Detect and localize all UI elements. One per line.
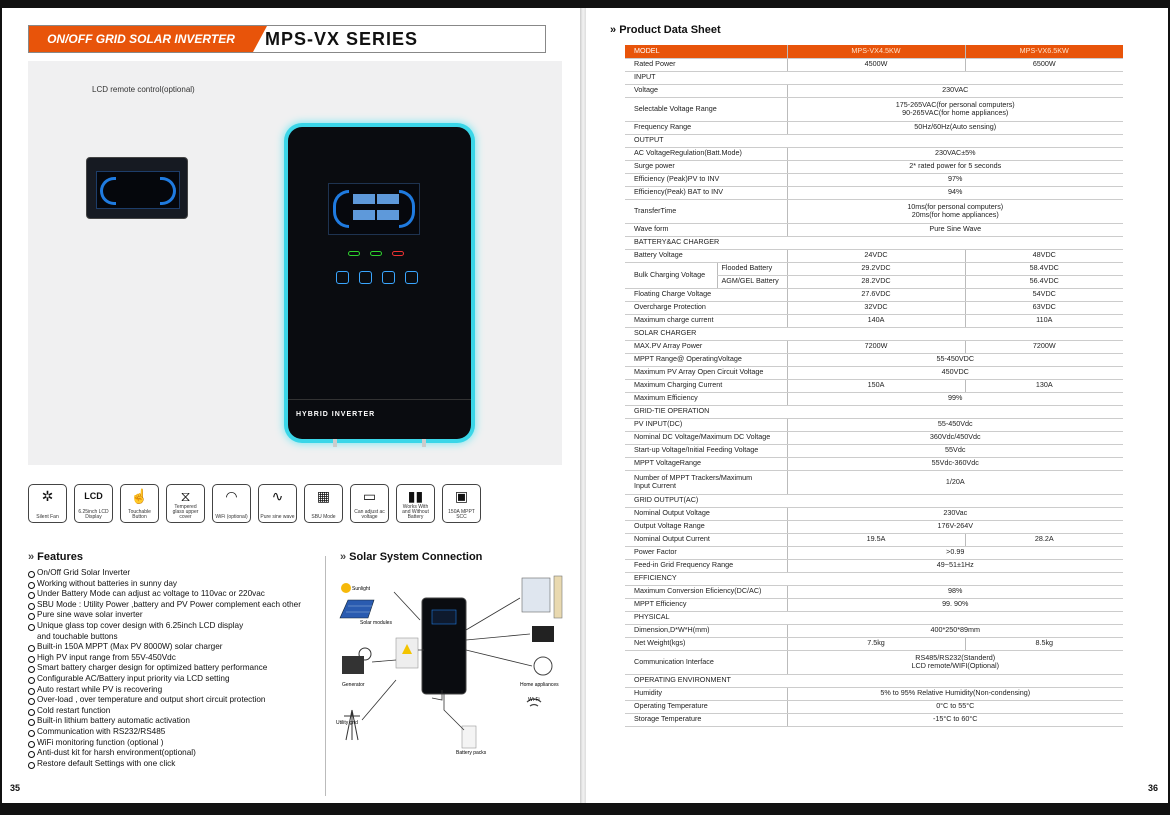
feature-item: Over-load , over temperature and output short circuit protection [28,695,328,706]
spec-value-line: 20ms(for home appliances) [911,210,999,219]
spec-value: 55Vdc-360Vdc [787,457,1123,470]
spec-value-line: LCD remote/WIFI(Optional) [911,661,999,670]
mppt-icon: ▣ [454,488,469,504]
spec-label: Storage Temperature [625,713,787,726]
spec-label: Dimension,D*W*H(mm) [625,624,787,637]
battery-icon: ▮▮ [407,488,424,504]
feature-icon-caption: Touchable Button [128,509,151,520]
feature-icon-caption: Pure sine wave [260,514,295,520]
feature-item: Under Battery Mode can adjust ac voltage to 110vac or 220vac [28,589,328,600]
spec-label: MPPT Range@ OperatingVoltage [625,353,787,366]
feature-icon-caption: Can adjust ac voltage [354,509,385,520]
spec-row [625,687,1123,700]
feature-item: Configurable AC/Battery input priority via LCD setting [28,674,328,685]
spec-row [625,674,1123,687]
feature-icon-caption: Silent Fan [36,514,59,520]
spec-label: Bulk Charging Voltage [625,262,717,288]
feature-icon-box [212,484,251,523]
feature-icon-caption: 6.25inch LCD Display [78,509,109,520]
spec-sublabel: AGM/GEL Battery [717,275,787,288]
lcd-caption: LCD remote control(optional) [92,85,195,94]
feature-item: Working without batteries in sunny day [28,579,328,590]
spec-label: TransferTime [625,199,787,223]
lcd-remote-image [86,157,188,219]
feature-icon-caption: Tempered glass upper cover [172,504,199,520]
feature-item: SBU Mode : Utility Power ,battery and PV Power complement each other [28,600,328,611]
spec-value: 6500W [965,58,1123,71]
spec-row [625,301,1123,314]
spec-row [625,160,1123,173]
spec-sublabel: Flooded Battery [717,262,787,275]
spec-value: 27.6VDC [787,288,965,301]
spec-value: 7200W [965,340,1123,353]
right-page [586,8,1168,803]
spec-value: 7.5kg [787,637,965,650]
spec-value: 55Vdc [787,444,1123,457]
spec-value: 140A [787,314,965,327]
spec-label: Nominal DC Voltage/Maximum DC Voltage [625,431,787,444]
spec-table [625,45,1123,727]
diagram-label-solar: Solar modules [360,620,392,626]
series-title: MPS-VX SERIES [265,29,419,49]
features-list [28,568,328,769]
feature-item: Communication with RS232/RS485 [28,727,328,738]
spec-row [625,418,1123,431]
spec-row [625,97,1123,121]
spec-row [625,572,1123,585]
feature-icon-box [74,484,113,523]
spec-label: MODEL [625,45,787,58]
feature-item: WiFi monitoring function (optional ) [28,738,328,749]
spec-label: Communication Interface [625,650,787,674]
spec-row [625,199,1123,223]
model-name: MPS-VX6.5KW [965,45,1123,58]
spec-label [625,470,787,494]
spec-section-heading: GRID OUTPUT(AC) [625,494,1123,507]
wifi-icon: ◠ [225,488,238,504]
spec-row [625,45,1123,58]
spec-row [625,494,1123,507]
spec-row [625,71,1123,84]
spec-value-line: RS485/RS232(Standerd) [915,652,996,662]
inverter-display [328,183,420,235]
feature-item: Built-in 150A MPPT (Max PV 8000W) solar charger [28,642,328,653]
feature-item: Pure sine wave solar inverter [28,610,328,621]
spec-value: 230VAC±5% [787,147,1123,160]
spec-value-line: 175-265VAC(for personal computers) [895,99,1015,109]
spec-row [625,314,1123,327]
spec-value: 8.5kg [965,637,1123,650]
spec-row [625,713,1123,726]
inverter-label: HYBRID INVERTER [296,411,376,418]
spec-row [625,470,1123,494]
ac-input-icon: ▭ [362,488,377,504]
spec-value: 63VDC [965,301,1123,314]
diagram-label-battery: Battery packs [456,750,487,756]
feature-icon-box [442,484,481,523]
spec-row [625,58,1123,71]
spec-value: 55-450Vdc [787,418,1123,431]
feature-icon-box [350,484,389,523]
spec-value: 19.5A [787,533,965,546]
status-leds [348,251,404,256]
spec-row [625,444,1123,457]
spec-label: Maximum Efficiency [625,392,787,405]
spec-value: 230Vac [787,507,1123,520]
spec-value: 98% [787,585,1123,598]
spec-label: MPPT VoltageRange [625,457,787,470]
spec-row [625,121,1123,134]
spec-row [625,457,1123,470]
page-header [28,25,546,53]
glass-icon: ⧖ [180,488,191,504]
feature-item: and touchable buttons [37,631,118,641]
spec-label: Feed-in Grid Frequency Range [625,559,787,572]
spec-value: 48VDC [965,249,1123,262]
spec-value: 400*250*89mm [787,624,1123,637]
spec-row [625,223,1123,236]
spec-value: -15°C to 60°C [787,713,1123,726]
spec-label: Maximum PV Array Open Circuit Voltage [625,366,787,379]
spec-value-line: Input Current [634,481,676,490]
spec-section-heading: BATTERY&AC CHARGER [625,236,1123,249]
spec-row [625,585,1123,598]
diagram-label-sunlight: Sunlight [352,586,371,592]
spec-row [625,546,1123,559]
inverter-image [288,127,471,439]
spec-label: Rated Power [625,58,787,71]
spec-label: Output Voltage Range [625,520,787,533]
spec-row [625,431,1123,444]
spec-value: 49~51±1Hz [787,559,1123,572]
feature-item: Built-in lithium battery automatic activation [28,716,328,727]
feature-icon-box [166,484,205,523]
spec-label: Surge power [625,160,787,173]
spec-row [625,611,1123,624]
spec-value: 55-450VDC [787,353,1123,366]
spec-row [625,379,1123,392]
spec-label: Floating Charge Voltage [625,288,787,301]
page-number-right: 36 [1147,783,1158,793]
spec-section-heading: OPERATING ENVIRONMENT [625,674,1123,687]
feature-icon-box [396,484,435,523]
spec-value [787,97,1123,121]
spec-row [625,288,1123,301]
feature-icon-caption: Works With and Without Battery [402,504,429,520]
spec-row [625,637,1123,650]
spec-row [625,598,1123,611]
spec-value: 176V-264V [787,520,1123,533]
spec-label: Efficiency (Peak)PV to INV [625,173,787,186]
spec-label: Voltage [625,84,787,97]
spec-value: 99. 90% [787,598,1123,611]
spec-row [625,559,1123,572]
spec-value: 360Vdc/450Vdc [787,431,1123,444]
fan-icon: ✲ [41,488,54,504]
spec-value: 28.2A [965,533,1123,546]
spec-section-heading: OUTPUT [625,134,1123,147]
spec-row [625,624,1123,637]
spec-row [625,134,1123,147]
spec-label: Nominal Output Current [625,533,787,546]
feature-item: High PV input range from 55V-450Vdc [28,653,328,664]
feature-item: Cold restart function [28,706,328,717]
spec-value: 99% [787,392,1123,405]
spec-label: Frequency Range [625,121,787,134]
spec-row [625,507,1123,520]
lcd-remote-screen [96,171,180,209]
spec-value-line: Number of MPPT Trackers/Maximum [634,472,753,482]
spec-value: >0.99 [787,546,1123,559]
spec-value: Pure Sine Wave [787,223,1123,236]
spec-value: 0°C to 55°C [787,700,1123,713]
spec-value: 4500W [787,58,965,71]
spec-row [625,249,1123,262]
spec-label: PV INPUT(DC) [625,418,787,431]
spec-row [625,262,1123,275]
spec-row [625,173,1123,186]
spec-label: Selectable Voltage Range [625,97,787,121]
spec-label: Maximum Charging Current [625,379,787,392]
spec-row [625,327,1123,340]
spec-row [625,147,1123,160]
spec-row [625,405,1123,418]
spec-value: 5% to 95% Relative Humidity(Non-condensing) [787,687,1123,700]
spec-row [625,186,1123,199]
feature-item: Anti-dust kit for harsh environment(optional) [28,748,328,759]
spec-label: Maximum charge current [625,314,787,327]
spec-value: 150A [787,379,965,392]
spec-value: 32VDC [787,301,965,314]
spec-value [787,650,1123,674]
spec-value-line: 90-265VAC(for home appliances) [902,108,1009,117]
spec-section-heading: INPUT [625,71,1123,84]
spec-value: 58.4VDC [965,262,1123,275]
spec-value: 110A [965,314,1123,327]
spec-value: 54VDC [965,288,1123,301]
spec-value-line: 10ms(for personal computers) [907,201,1004,211]
feature-icon-box [28,484,67,523]
connection-diagram [332,570,572,760]
feature-icon-caption: 150A MPPT SCC [448,509,475,520]
connection-title: » Solar System Connection [340,551,483,563]
feature-item: On/Off Grid Solar Inverter [28,568,328,579]
model-name: MPS-VX4.5KW [787,45,965,58]
spec-row [625,236,1123,249]
diagram-label-wifi: Wi-Fi [528,697,540,703]
spec-row [625,392,1123,405]
sine-wave-icon: ∿ [271,488,284,504]
spec-value: 7200W [787,340,965,353]
feature-icon-box [120,484,159,523]
feature-icon-caption: SBU Mode [311,514,336,520]
touch-buttons [336,271,418,284]
spec-label: Net Weight(kgs) [625,637,787,650]
diagram-label-utility: Utility grid [336,720,358,726]
spec-row [625,520,1123,533]
spec-row [625,650,1123,674]
spec-value: 230VAC [787,84,1123,97]
page-number-left: 35 [10,783,21,793]
spec-value: 1/20A [787,470,1123,494]
spec-row [625,533,1123,546]
divider [325,556,326,796]
diagram-label-home: Home appliances [520,682,559,688]
spec-label: Maximum Conversion Eficiency(DC/AC) [625,585,787,598]
spec-value: 94% [787,186,1123,199]
feature-item: Auto restart while PV is recovering [28,685,328,696]
touch-icon: ☝ [130,488,149,504]
spec-label: Nominal Output Voltage [625,507,787,520]
spec-value: 130A [965,379,1123,392]
solar-panel-icon: ▦ [316,488,331,504]
spec-value: 29.2VDC [787,262,965,275]
spec-section-heading: GRID-TIE OPERATION [625,405,1123,418]
spec-value: 2* rated power for 5 seconds [787,160,1123,173]
datasheet-title: » Product Data Sheet [610,24,721,36]
spec-row [625,366,1123,379]
feature-item: Restore default Settings with one click [28,759,328,770]
spec-label: MAX.PV Array Power [625,340,787,353]
spec-row [625,340,1123,353]
spec-section-heading: PHYSICAL [625,611,1123,624]
spec-value: 50Hz/60Hz(Auto sensing) [787,121,1123,134]
spec-value: 28.2VDC [787,275,965,288]
feature-icon-box [304,484,343,523]
spec-label: Efficiency(Peak) BAT to INV [625,186,787,199]
spec-section-heading: SOLAR CHARGER [625,327,1123,340]
spec-value: 56.4VDC [965,275,1123,288]
spec-label: MPPT Efficiency [625,598,787,611]
spec-value: 24VDC [787,249,965,262]
feature-icon-box [258,484,297,523]
spec-label: Power Factor [625,546,787,559]
spec-row [625,700,1123,713]
spec-row [625,84,1123,97]
features-title: » Features [28,551,83,563]
spec-value [787,199,1123,223]
spec-label: Wave form [625,223,787,236]
spec-label: Start-up Voltage/Initial Feeding Voltage [625,444,787,457]
spec-section-heading: EFFICIENCY [625,572,1123,585]
feature-item: Unique glass top cover design with 6.25inch LCD display [28,621,328,632]
diagram-label-generator: Generator [342,682,365,688]
left-page [2,8,580,803]
spec-value: 97% [787,173,1123,186]
feature-item: Smart battery charger design for optimized battery performance [28,663,328,674]
lcd-icon: LCD [84,491,103,501]
spec-label: Overcharge Protection [625,301,787,314]
feature-icons [28,484,481,523]
spec-row [625,353,1123,366]
spec-value: 450VDC [787,366,1123,379]
spec-label: Humidity [625,687,787,700]
spec-label: Battery Voltage [625,249,787,262]
feature-icon-caption: WiFi (optional) [215,514,248,520]
spec-label: Operating Temperature [625,700,787,713]
header-tag: ON/OFF GRID SOLAR INVERTER [29,26,253,52]
spec-label: AC VoltageRegulation(Batt.Mode) [625,147,787,160]
